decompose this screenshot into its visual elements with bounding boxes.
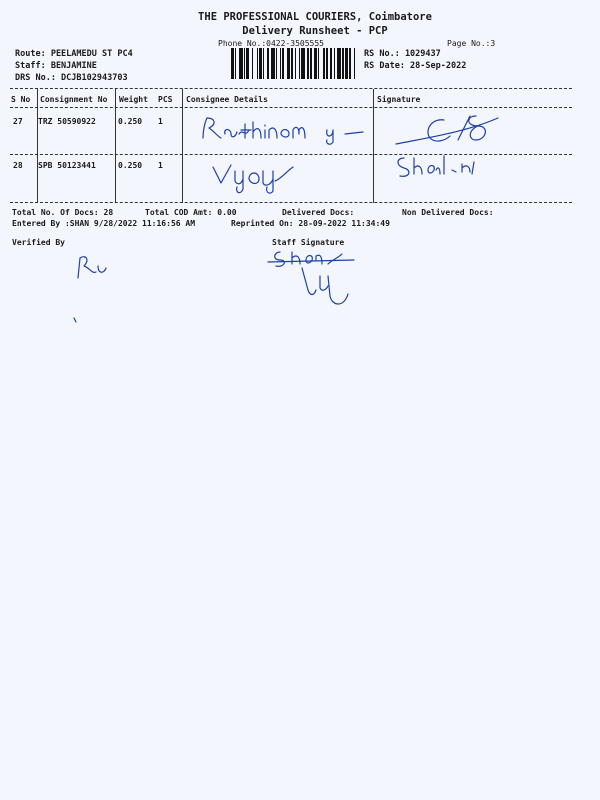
column-divider xyxy=(115,89,116,203)
staff-label: Staff: BENJAMINE xyxy=(15,61,97,71)
row-pcs: 1 xyxy=(158,117,163,126)
staff-signature-label: Staff Signature xyxy=(272,238,345,247)
table-header-rule xyxy=(10,107,572,108)
row-pcs: 1 xyxy=(158,161,163,170)
row-consignment: TRZ 50590922 xyxy=(38,117,96,126)
row-weight: 0.250 xyxy=(118,161,143,170)
delivered-docs: Delivered Docs: xyxy=(282,208,355,217)
barcode-bar xyxy=(355,48,356,79)
drs-number: DRS No.: DCJB102943703 xyxy=(15,73,128,83)
column-divider xyxy=(182,89,183,203)
signature-row-2 xyxy=(392,152,492,182)
staff-signature xyxy=(262,246,362,312)
document-title: Delivery Runsheet - PCP xyxy=(242,25,388,37)
column-header-pcs: PCS xyxy=(158,95,173,104)
column-header-weight: Weight xyxy=(119,95,148,104)
column-header-signature: Signature xyxy=(377,95,421,104)
total-cod-amount: Total COD Amt: 0.00 xyxy=(145,208,237,217)
verified-by-label: Verified By xyxy=(12,238,65,247)
row-weight: 0.250 xyxy=(118,117,143,126)
consignee-handwriting-row-1 xyxy=(195,112,370,148)
row-consignment: SPB 50123441 xyxy=(38,161,96,170)
signature-row-1 xyxy=(386,110,506,150)
column-header-consignee: Consignee Details xyxy=(186,95,268,104)
row-sno: 27 xyxy=(13,117,23,126)
consignee-handwriting-row-2 xyxy=(205,157,315,197)
rs-date: RS Date: 28-Sep-2022 xyxy=(364,61,467,71)
company-name: THE PROFESSIONAL COURIERS, Coimbatore xyxy=(198,11,432,23)
column-divider xyxy=(37,89,38,203)
column-header-consignment: Consignment No xyxy=(40,95,108,104)
non-delivered-docs: Non Delivered Docs: xyxy=(402,208,494,217)
phone-number: Phone No.:0422-3505555 xyxy=(218,39,324,48)
barcode xyxy=(231,48,357,79)
column-header-sno: S No xyxy=(11,95,31,104)
rs-number: RS No.: 1029437 xyxy=(364,49,441,59)
row-sno: 28 xyxy=(13,161,23,170)
table-top-rule xyxy=(10,88,572,89)
reprinted-on: Reprinted On: 28-09-2022 11:34:49 xyxy=(231,219,390,228)
verifier-signature xyxy=(70,250,120,330)
table-bottom-rule xyxy=(10,202,572,203)
entered-by: Entered By :SHAN 9/28/2022 11:16:56 AM xyxy=(12,219,196,228)
route-label: Route: PEELAMEDU ST PC4 xyxy=(15,49,133,59)
page-number: Page No.:3 xyxy=(447,39,496,48)
total-docs: Total No. Of Docs: 28 xyxy=(12,208,114,217)
column-divider xyxy=(373,89,374,203)
